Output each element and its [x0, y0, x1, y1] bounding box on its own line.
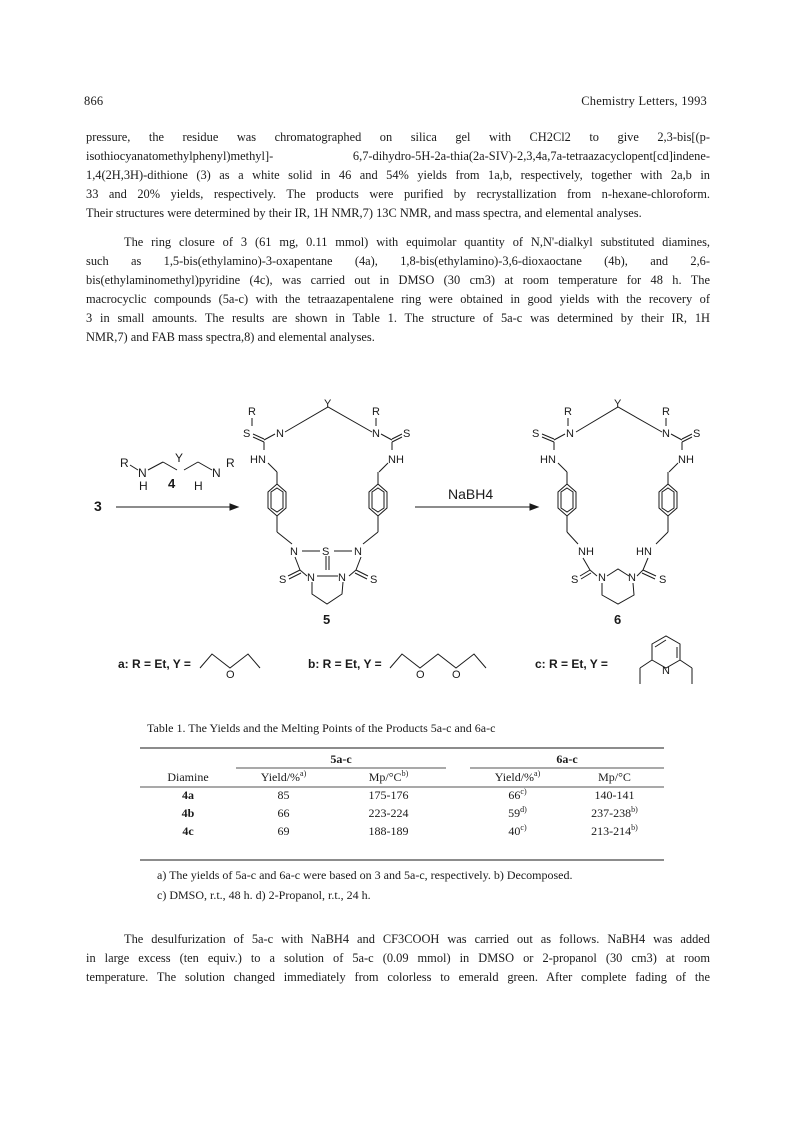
text-line: 1,4(2H,3H)-dithione (3) as a white solid in 46 and 54% yields from 1a,b, respectively, together with 2a,b in: [86, 168, 710, 183]
col-yield-5: Yield/%: [260, 770, 301, 784]
col-diamine: Diamine: [167, 769, 209, 784]
compound-6-label: 6: [614, 612, 622, 627]
reaction-scheme: [80, 392, 720, 692]
group-6ac: 6a-c: [556, 751, 578, 766]
paragraph-3: [86, 930, 710, 987]
text-line: 3 in small amounts. The results are shown in Table 1. The structure of 5a-c was determined by their IR, 1H: [86, 311, 710, 326]
text-line: temperature. The solution changed immediately from colorless to emerald green. After complete fading of the: [86, 970, 710, 985]
svg-text:N: N: [212, 466, 221, 480]
svg-text:S: S: [279, 574, 287, 586]
svg-text:R: R: [248, 406, 256, 418]
variant-b-label: b: R = Et, Y =: [308, 657, 382, 671]
svg-text:N: N: [598, 572, 606, 584]
text-line: 33 and 20% yields, respectively. The products were purified by recrystallization from n-hexane-chloroform.: [86, 187, 710, 202]
svg-text:R: R: [226, 456, 235, 470]
svg-text:O: O: [226, 669, 235, 681]
table-caption: Table 1. The Yields and the Melting Points of the Products 5a-c and 6a-c: [147, 721, 496, 735]
table-row: 4c 69 188-189 40$^{c)}$ 213-214$^{b)}$: [182, 823, 638, 838]
table-row: 4b 66 223-224 59$^{d)}$ 237-238$^{b)}$: [181, 805, 638, 820]
col-mp-5: Mp/°C: [368, 770, 402, 784]
text-line: pressure, the residue was chromatographed on silica gel with CH2Cl2 to give 2,3-bis[(p-: [86, 130, 710, 144]
text-line: bis(ethylaminomethyl)pyridine (4c), was carried out in DMSO (30 cm3) at room temperature for 48 h. The: [86, 273, 710, 288]
svg-text:O: O: [416, 669, 425, 681]
compound-5-label: 5: [323, 612, 331, 627]
variant-c-label: c: R = Et, Y =: [535, 657, 608, 671]
svg-text:HN: HN: [540, 454, 556, 466]
col-yield-6: Yield/%: [494, 770, 535, 784]
compound-6-structure: [532, 398, 700, 627]
svg-text:N: N: [307, 572, 315, 584]
atom-r: R: [120, 456, 129, 470]
svg-text:S: S: [659, 574, 667, 586]
svg-text:N: N: [138, 466, 147, 480]
svg-text:S: S: [571, 574, 579, 586]
col-mp-6: Mp/°C: [598, 769, 631, 784]
variant-b-structure: [390, 654, 486, 668]
paragraph-2: [86, 233, 710, 348]
table-group-header: [140, 750, 664, 768]
svg-text:N: N: [662, 665, 670, 677]
reagent-label: NaBH4: [448, 486, 494, 502]
svg-text:N: N: [354, 546, 362, 558]
svg-text:R: R: [662, 406, 670, 418]
journal-header: Chemistry Letters, 1993: [581, 94, 707, 108]
text-line: in large excess (ten equiv.) to a solution of 5a-c (0.09 mmol) in DMSO or 2-propanol (30 cm3) at room: [86, 951, 710, 966]
variant-a-label: a: R = Et, Y =: [118, 657, 191, 671]
svg-text:Y: Y: [175, 451, 184, 465]
paragraph-1: [86, 128, 710, 223]
svg-text:NH: NH: [388, 454, 404, 466]
compound-4-label: 4: [168, 476, 176, 491]
text-line: Their structures were determined by their IR, 1H NMR,7) 13C NMR, and mass spectra, and elemental analyses.: [86, 206, 642, 221]
svg-text:H: H: [194, 479, 203, 493]
variant-a-structure: [200, 654, 260, 668]
svg-text:S: S: [370, 574, 378, 586]
group-5ac: 5a-c: [330, 751, 352, 766]
compound-5-structure: [243, 398, 410, 627]
svg-text:NH: NH: [578, 546, 594, 558]
diamine-4-structure: [120, 451, 235, 493]
svg-text:Y: Y: [324, 398, 332, 410]
svg-text:HN: HN: [636, 546, 652, 558]
table-header-row: Diamine Yield/%$^{a)}$ $Mp/^\circ C^{b)}$ Yield/%$^{a)}$ Mp/°C: [140, 768, 664, 786]
svg-text:N: N: [662, 428, 670, 440]
svg-text:NH: NH: [678, 454, 694, 466]
svg-text:R: R: [564, 406, 572, 418]
svg-text:S: S: [532, 428, 540, 440]
results-table: [140, 750, 664, 840]
svg-text:O: O: [452, 669, 461, 681]
variant-c-pyridine: [640, 636, 692, 684]
svg-text:Y: Y: [614, 398, 622, 410]
svg-text:S: S: [403, 428, 411, 440]
svg-text:H: H: [139, 479, 148, 493]
text-line: The ring closure of 3 (61 mg, 0.11 mmol) with equimolar quantity of N,N'-dialkyl substituted diamines,: [124, 235, 710, 249]
text-line: isothiocyanatomethylphenyl)methyl]- 6,7-dihydro-5H-2a-thia(2a-SIV)-2,3,4a,7a-tetraazacyclopent[cd]indene-: [86, 149, 710, 164]
table-footnote-1: a) The yields of 5a-c and 6a-c were based on 3 and 5a-c, respectively. b) Decomposed.: [157, 868, 573, 882]
compound-3-label: 3: [94, 498, 102, 514]
svg-text:N: N: [566, 428, 574, 440]
svg-text:R: R: [372, 406, 380, 418]
table-footnote-2: c) DMSO, r.t., 48 h. d) 2-Propanol, r.t., 24 h.: [157, 888, 371, 902]
svg-text:S: S: [693, 428, 701, 440]
svg-text:S: S: [322, 546, 330, 558]
page-number: 866: [84, 94, 104, 108]
svg-text:N: N: [276, 428, 284, 440]
text-line: such as 1,5-bis(ethylamino)-3-oxapentane (4a), 1,8-bis(ethylamino)-3,6-dioxaoctane (4b), and 2,6-: [86, 254, 710, 269]
text-line: NMR,7) and FAB mass spectra,8) and elemental analyses.: [86, 330, 375, 345]
svg-text:S: S: [243, 428, 251, 440]
svg-text:HN: HN: [250, 454, 266, 466]
svg-text:N: N: [372, 428, 380, 440]
text-line: The desulfurization of 5a-c with NaBH4 and CF3COOH was carried out as follows. NaBH4 was added: [124, 932, 710, 946]
text-line: macrocyclic compounds (5a-c) with the tetraazapentalene ring were obtained in good yields with the recovery of: [86, 292, 710, 307]
svg-text:N: N: [290, 546, 298, 558]
svg-text:N: N: [338, 572, 346, 584]
svg-text:N: N: [628, 572, 636, 584]
table-row: 4a 85 175-176 66$^{c)}$ 140-141: [182, 787, 635, 802]
